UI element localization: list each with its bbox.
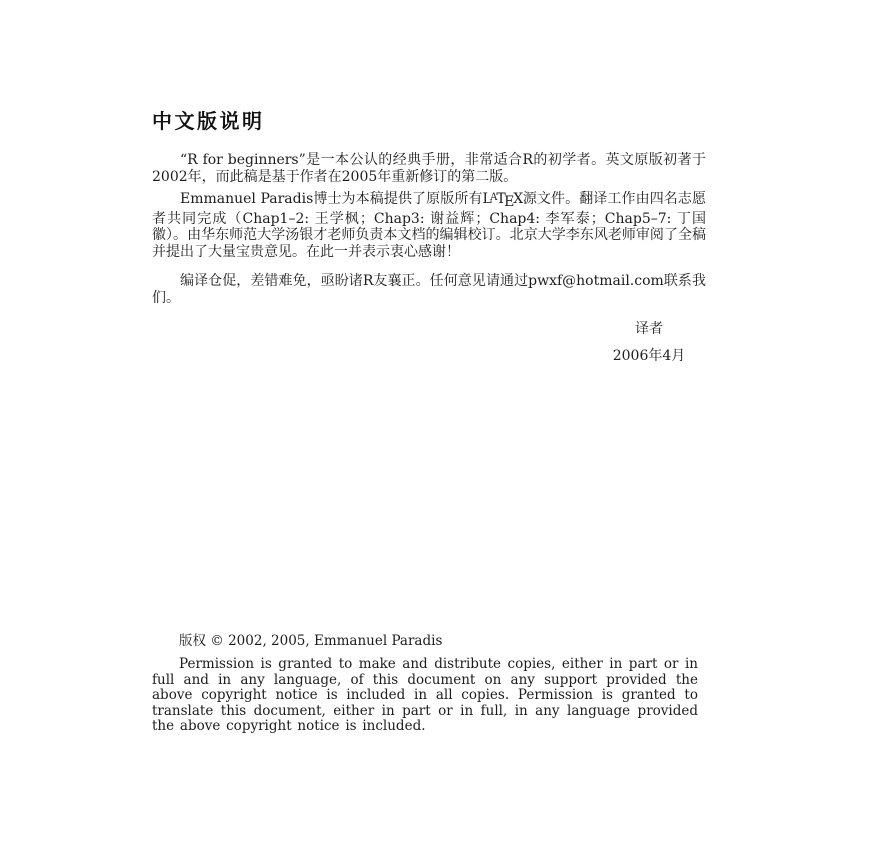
signature-author: 译者 xyxy=(635,321,663,337)
credits-text-before: Emmanuel Paradis博士为本稿提供了原版所有 xyxy=(180,191,483,208)
intro-paragraph: “R for beginners”是一本公认的经典手册，非常适合R的初学者。英文原版初著于2002年，而此稿是基于作者在2005年重新修订的第二版。 xyxy=(152,152,706,185)
feedback-paragraph: 编译仓促，差错难免，亟盼诸R友襄正。任何意见请通过pwxf@hotmail.com联系我们。 xyxy=(152,273,706,306)
credits-text-after: 源文件。翻译工作由四名志愿者共同完成（Chap1–2: 王学枫；Chap3: 谢益辉；Chap4: 李军泰；Chap5–7: 丁国徽）。由华东师范大学汤银才老师负责本文档的编辑校订。北京大学李东风老师审阅了全稿并提出了大量宝贵意见。在此一并表示衷心感谢！ xyxy=(152,191,706,260)
credits-paragraph xyxy=(152,190,706,261)
latex-logo-letter-l: L xyxy=(482,191,492,208)
latex-logo-letter-t: T xyxy=(496,191,506,208)
signature-block xyxy=(566,316,732,370)
copyright-notice: 版权 © 2002, 2005, Emmanuel Paradis xyxy=(179,633,443,649)
page-title: 中文版说明 xyxy=(152,109,265,133)
latex-logo-letter-a: A xyxy=(490,192,497,203)
latex-logo xyxy=(482,191,523,211)
signature-date: 2006年4月 xyxy=(612,348,686,364)
latex-logo-letter-e: E xyxy=(504,194,514,211)
permission-paragraph: Permission is granted to make and distribute copies, either in part or in full and in any language, of this document on any support provided the above copyright notice is included in all copies. Permission is granted to translate this document, either in part or in full, in any language provided the above copyright notice is included. xyxy=(152,656,698,734)
latex-logo-letter-x: X xyxy=(513,191,523,208)
